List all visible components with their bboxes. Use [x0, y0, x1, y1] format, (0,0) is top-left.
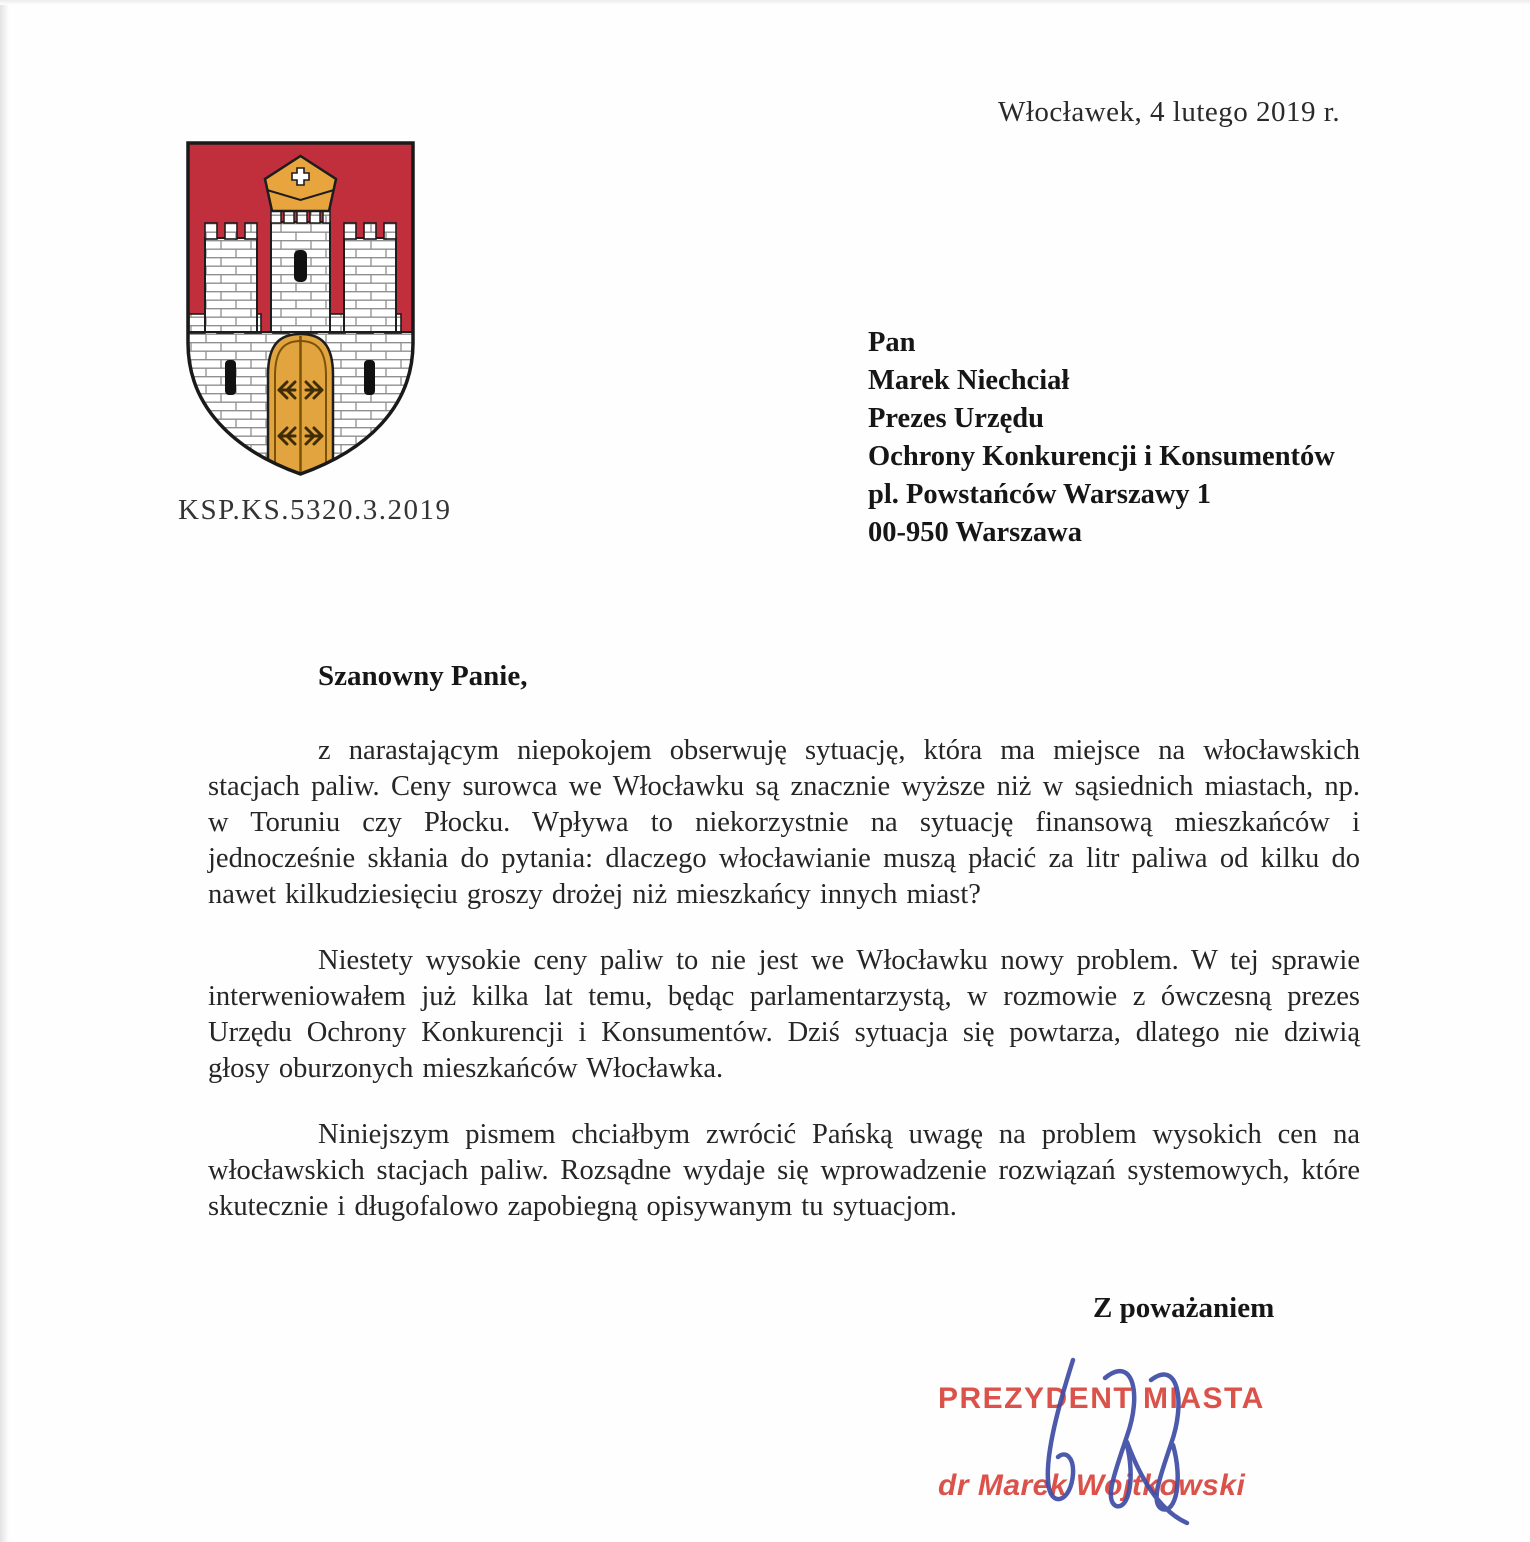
- recipient-line: pl. Powstańców Warszawy 1: [868, 479, 1212, 510]
- date-line: Włocławek, 4 lutego 2019 r.: [998, 96, 1341, 128]
- recipient-block: [868, 324, 1335, 552]
- wloclawek-coat-of-arms-icon: [183, 138, 418, 478]
- stamp-name: dr Marek Wojtkowski: [938, 1469, 1246, 1502]
- stamp-title: PREZYDENT MIASTA: [938, 1382, 1265, 1415]
- salutation: Szanowny Panie,: [318, 660, 528, 692]
- recipient-line: Ochrony Konkurencji i Konsumentów: [868, 441, 1335, 472]
- recipient-line: Pan: [868, 327, 916, 358]
- recipient-line: Marek Niechciał: [868, 365, 1070, 396]
- body-paragraph: z narastającym niepokojem obserwuję sytuację, która ma miejsce na włocławskich stacjach paliw. Ceny surowca we Włocławku są znacznie wyższe niż w sąsiednich miastach, np. w Toruniu czy Płocku. Wpływa to niekorzystnie na sytuację finansową mieszkańców i jednocześnie skłania do pytania: dlaczego włocławianie muszą płacić za litr paliwa od kilku do nawet kilkudziesięciu groszy drożej niż mieszkańcy innych miast?: [208, 735, 1360, 910]
- letter-body: [208, 660, 1360, 1255]
- closing-phrase: Z poważaniem: [1093, 1292, 1275, 1324]
- scan-edge-artifact: [0, 0, 1530, 5]
- scan-edge-artifact: [0, 0, 9, 1542]
- handwritten-signature: [955, 1350, 1235, 1535]
- reference-number: KSP.KS.5320.3.2019: [178, 494, 452, 526]
- recipient-line: 00-950 Warszawa: [868, 517, 1083, 548]
- body-paragraph: Niniejszym pismem chciałbym zwrócić Pańską uwagę na problem wysokich cen na włocławskich stacjach paliw. Rozsądne wydaje się wprowadzenie rozwiązań systemowych, które skutecznie i długofalowo zapobiegną opisywanym tu sytuacjom.: [208, 1119, 1360, 1222]
- body-paragraph: Niestety wysokie ceny paliw to nie jest we Włocławku nowy problem. W tej sprawie interweniowałem już kilka lat temu, będąc parlamentarzystą, w rozmowie z ówczesną prezes Urzędu Ochrony Konkurencji i Konsumentów. Dziś sytuacja się powtarza, dlatego nie dziwią głosy oburzonych mieszkańców Włocławka.: [208, 945, 1360, 1084]
- recipient-line: Prezes Urzędu: [868, 403, 1044, 434]
